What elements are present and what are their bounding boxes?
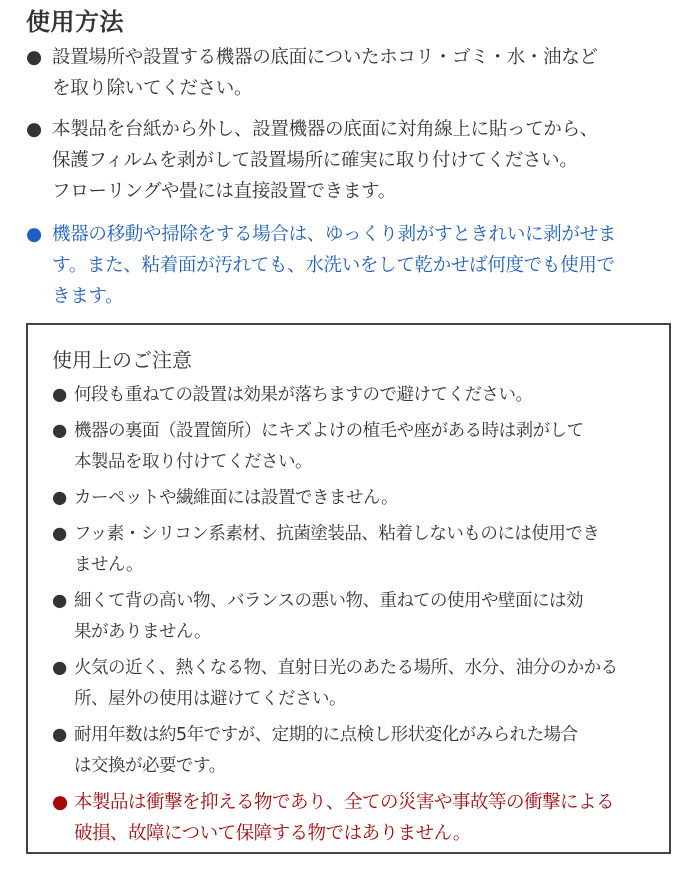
caution-item-2 <box>52 416 662 478</box>
caution-list <box>52 380 662 854</box>
caution-box <box>26 323 671 854</box>
usage-item-1-line1: 設置場所や設置する機器の底面についたホコリ・ゴミ・水・油など <box>52 47 598 68</box>
caution-item-7-line1: 耐用年数は約5年ですが、定期的に点検し形状変化がみられた場合 <box>74 725 578 745</box>
bullet-icon: ● <box>52 421 67 441</box>
caution-item-4-line2: ません。 <box>74 555 144 575</box>
caution-item-2-line1: 機器の裏面（設置箇所）にキズよけの植毛や座がある時は剥がして <box>74 421 584 441</box>
usage-item-3-line1: 機器の移動や掃除をする場合は、ゆっくり剥がすときれいに剥がせま <box>52 224 617 245</box>
caution-item-2-line2: 本製品を取り付けてください。 <box>74 452 312 472</box>
usage-instructions-list <box>26 42 676 322</box>
caution-item-7-line2: は交換が必要です。 <box>74 756 226 776</box>
caution-item-4-line1: フッ素・シリコン系素材、抗菌塗装品、粘着しないものには使用でき <box>74 524 600 544</box>
caution-item-8-line2: 破損、故障について保障する物ではありません。 <box>74 823 471 844</box>
bullet-icon: ● <box>52 488 67 508</box>
caution-item-6-line2: 所、屋外の使用は避けてください。 <box>74 689 346 709</box>
caution-item-4 <box>52 519 662 581</box>
caution-item-8-disclaimer <box>52 787 662 849</box>
bullet-icon: ● <box>26 224 42 245</box>
usage-item-1-line2: を取り除いてください。 <box>52 78 253 99</box>
caution-item-8-line1: 本製品は衝撃を抑える物であり、全ての災害や事故等の衝撃による <box>74 792 615 813</box>
usage-item-3-note <box>26 219 676 312</box>
caution-item-5-line1: 細くて背の高い物、バランスの悪い物、重ねての使用や壁面には効 <box>74 591 584 611</box>
caution-title: 使用上のご注意 <box>52 348 192 372</box>
caution-item-1 <box>52 380 662 411</box>
bullet-icon: ● <box>26 47 42 68</box>
caution-item-5-line2: 果がありません。 <box>74 622 212 642</box>
caution-item-3 <box>52 483 662 514</box>
usage-item-2-line1: 本製品を台紙から外し、設置機器の底面に対角線上に貼ってから、 <box>52 119 599 140</box>
caution-item-1-line1: 何段も重ねての設置は効果が落ちますので避けてください。 <box>74 385 533 405</box>
caution-item-3-line1: カーペットや繊維面には設置できません。 <box>74 488 399 508</box>
bullet-icon: ● <box>52 385 67 405</box>
caution-item-7 <box>52 720 662 782</box>
usage-item-2-line2: 保護フィルムを剥がして設置場所に確実に取り付けてください。 <box>52 150 578 171</box>
bullet-icon: ● <box>52 792 68 813</box>
usage-item-1 <box>26 42 676 104</box>
bullet-icon: ● <box>52 524 67 544</box>
caution-item-6 <box>52 653 662 715</box>
usage-title: 使用方法 <box>26 8 124 36</box>
bullet-icon: ● <box>52 725 67 745</box>
usage-item-2 <box>26 114 676 207</box>
bullet-icon: ● <box>26 119 42 140</box>
caution-item-5 <box>52 586 662 648</box>
usage-item-3-line2: す。また、粘着面が汚れても、水洗いをして乾かせば何度でも使用で <box>52 255 615 276</box>
usage-item-2-line3: フローリングや畳には直接設置できます。 <box>52 181 396 202</box>
caution-item-6-line1: 火気の近く、熱くなる物、直射日光のあたる場所、水分、油分のかかる <box>74 658 618 678</box>
bullet-icon: ● <box>52 658 67 678</box>
usage-item-3-line3: きます。 <box>52 286 124 307</box>
bullet-icon: ● <box>52 591 67 611</box>
